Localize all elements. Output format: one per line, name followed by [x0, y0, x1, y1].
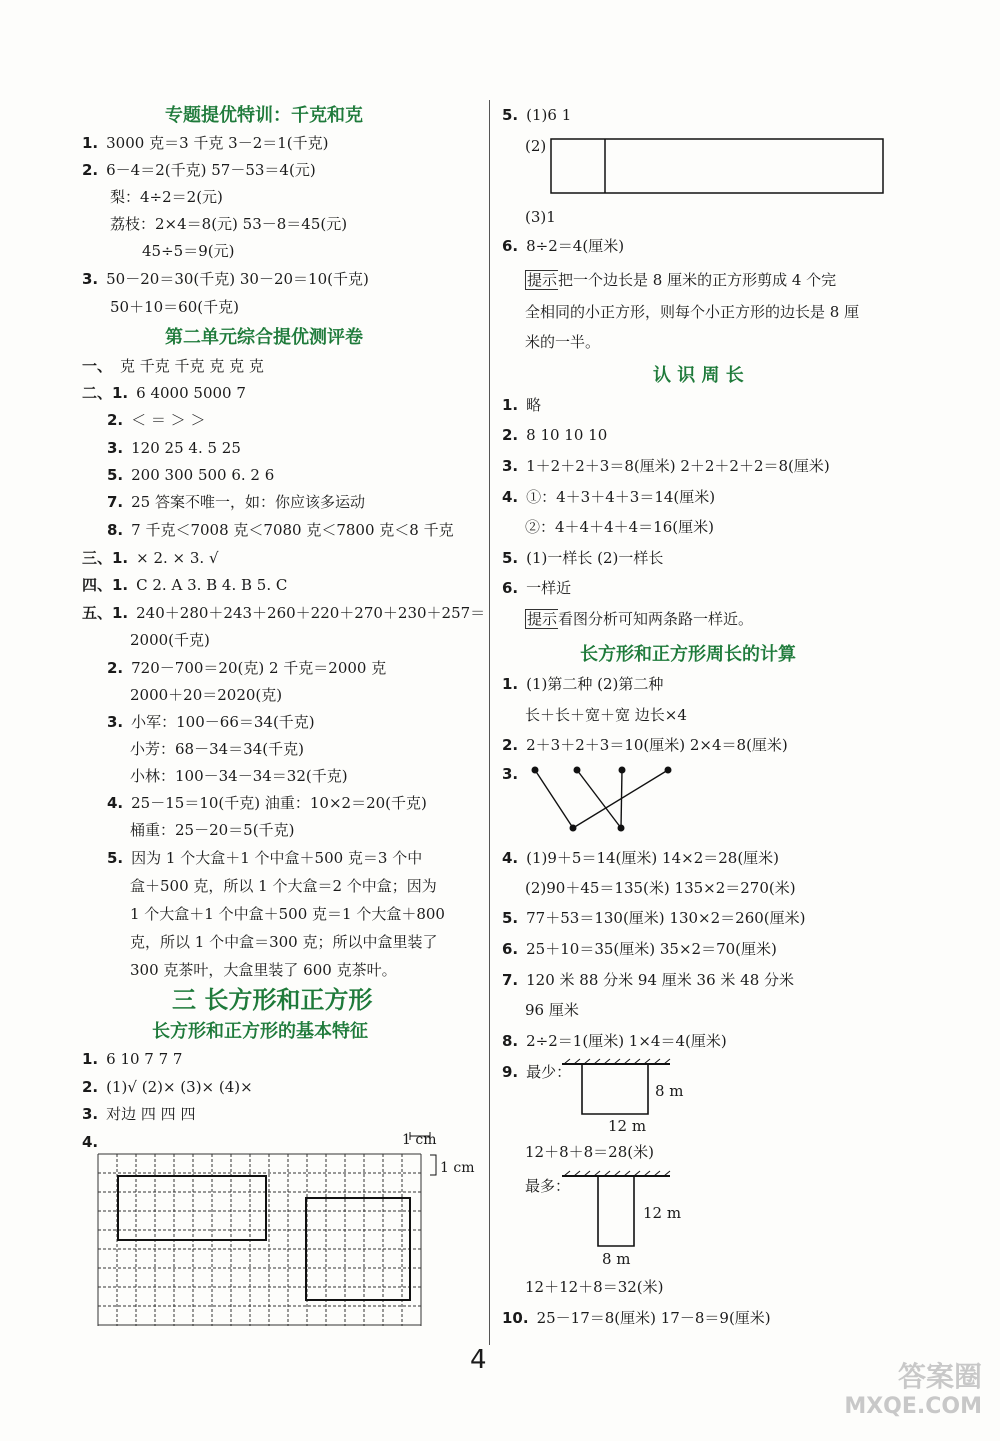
hint-line [525, 270, 836, 290]
answer-line [107, 793, 427, 813]
question-number: 2. [107, 411, 124, 429]
grid-diagram [96, 1128, 486, 1343]
question-number: 4. [82, 1133, 99, 1151]
answer-line [82, 269, 369, 289]
answer-line [107, 438, 241, 458]
answer-text: 桶重：25－20＝5(千克) [130, 821, 295, 839]
column-divider [489, 100, 490, 1345]
answer-text: 对边 四 四 四 [106, 1105, 196, 1123]
answer-line [502, 1308, 771, 1328]
answer-text: 小芳：68－34＝34(千克) [130, 740, 304, 758]
answer-text: 6 10 7 7 7 [106, 1050, 183, 1068]
answer-text: (1)√ (2)× (3)× (4)× [106, 1078, 253, 1096]
answer-text: (1)第二种 (2)第二种 [526, 675, 664, 693]
answer-text: 200 300 500 6. 2 6 [131, 466, 275, 484]
answer-text: (2) [525, 137, 547, 155]
question-number: 10. [502, 1309, 529, 1327]
answer-line [107, 658, 386, 678]
answer-text: 因为 1 个大盒＋1 个中盒＋500 克＝3 个中 [131, 849, 423, 867]
answer-text: 克 千克 千克 克 克 克 [120, 357, 264, 375]
answer-line [82, 575, 287, 595]
answer-text: 50＋10＝60(千克) [110, 298, 239, 316]
answer-text: 25 答案不唯一，如：你应该多运动 [131, 493, 365, 511]
answer-text: (1)9＋5＝14(厘米) 14×2＝28(厘米) [526, 849, 780, 867]
answer-line [82, 383, 246, 403]
answer-line [502, 236, 624, 256]
answer-text: 77＋53＝130(厘米) 130×2＝260(厘米) [526, 909, 806, 927]
question-number: 5. [502, 909, 519, 927]
answer-line [525, 517, 714, 537]
question-number: 2. [502, 426, 519, 444]
answer-line [502, 456, 830, 476]
answer-line [130, 820, 294, 840]
answer-line [130, 766, 348, 786]
question-number: 6. [502, 940, 519, 958]
answer-text: 3000 克＝3 千克 3－2＝1(千克) [106, 134, 329, 152]
question-number: 3. [107, 713, 124, 731]
answer-text: (1)6 1 [526, 106, 572, 124]
answer-text: ＜ ＝ ＞ ＞ [131, 411, 206, 429]
hint-text: 米的一半。 [525, 333, 601, 351]
scale-bracket-side [430, 1155, 436, 1175]
answer-text: 荔枝：2×4＝8(元) 53－8＝45(元) [110, 215, 348, 233]
hint-line [525, 609, 753, 629]
answer-text: 50－20＝30(千克) 30－20＝10(千克) [106, 270, 369, 288]
question-number: 3. [82, 270, 99, 288]
answer-line [110, 214, 347, 234]
question-number: 8. [502, 1032, 519, 1050]
answer-line [502, 578, 571, 598]
answer-text: (2)90＋45＝135(米) 135×2＝270(米) [525, 879, 796, 897]
answer-text: 300 克茶叶，大盒里装了 600 克茶叶。 [130, 961, 397, 979]
answer-line [82, 1104, 195, 1124]
answer-text: 2000＋20＝2020(克) [130, 686, 283, 704]
question-number: 1. [82, 1050, 99, 1068]
match-line [577, 770, 621, 828]
section-title: 专题提优特训：千克和克 [165, 105, 363, 126]
fence-shape [582, 1064, 648, 1114]
answer-line [130, 904, 445, 924]
answer-text: 小林：100－34－34＝32(千克) [130, 767, 348, 785]
answer-text: 25＋10＝35(厘米) 35×2＝70(厘米) [526, 940, 777, 958]
hint-text: 全相同的小正方形，则每个小正方形的边长是 8 厘 [525, 303, 860, 321]
dimension-label: 8 m [655, 1082, 684, 1100]
watermark [844, 1362, 982, 1422]
answer-line [130, 739, 304, 759]
answer-line [142, 241, 234, 261]
answer-text: 略 [526, 396, 542, 414]
answer-text: 25－17＝8(厘米) 17－8＝9(厘米) [536, 1309, 771, 1327]
question-number: 一、 [82, 357, 113, 375]
question-number: 四、1. [82, 576, 129, 594]
question-number: 5. [502, 549, 519, 567]
answer-line [107, 520, 454, 540]
answer-text: 8 10 10 10 [526, 426, 608, 444]
question-number: 4. [502, 488, 519, 506]
question-number: 五、1. [82, 604, 129, 622]
question-number: 2. [82, 1078, 99, 1096]
question-number: 9. [502, 1063, 519, 1081]
hint-tag: 提示 [527, 610, 558, 628]
answer-line [82, 1077, 253, 1097]
question-number: 3. [502, 457, 519, 475]
answer-text: 2÷2＝1(厘米) 1×4＝4(厘米) [526, 1032, 727, 1050]
grid-scale-label: 1 cm [402, 1132, 437, 1148]
answer-text: ②：4＋4＋4＋4＝16(厘米) [525, 518, 714, 536]
answer-line [82, 160, 316, 180]
matching-diagram [520, 760, 720, 840]
answer-text: (3)1 [525, 208, 556, 226]
answer-line [130, 876, 437, 896]
question-number: 3. [502, 765, 519, 783]
answer-line [502, 970, 794, 990]
question-number: 1. [82, 134, 99, 152]
answer-line [502, 395, 541, 415]
dimension-label: 12 m [608, 1117, 647, 1135]
answer-text: 长＋长＋宽＋宽 边长×4 [525, 706, 687, 724]
answer-line [110, 187, 223, 207]
hint-tag: 提示 [527, 271, 558, 289]
section-title: 第二单元综合提优测评卷 [165, 327, 363, 348]
answer-text: 12＋12＋8＝32(米) [525, 1278, 664, 1296]
answer-line [502, 548, 663, 568]
question-number: 7. [107, 493, 124, 511]
question-number: 1. [502, 396, 519, 414]
question-number: 三、1. [82, 549, 129, 567]
answer-text: 6－4＝2(千克) 57－53＝4(元) [106, 161, 316, 179]
answer-text: 最少： [526, 1063, 572, 1081]
answer-text: 6 4000 5000 7 [136, 384, 246, 402]
answer-line [130, 685, 282, 705]
answer-text: ①：4＋3＋4＋3＝14(厘米) [526, 488, 716, 506]
hint-text: 把一个边长是 8 厘米的正方形剪成 4 个完 [558, 271, 837, 289]
answer-line [107, 712, 315, 732]
question-number: 4. [502, 849, 519, 867]
answer-text: 12＋8＋8＝28(米) [525, 1143, 654, 1161]
answer-line [502, 939, 777, 959]
answer-line [502, 487, 715, 507]
question-number: 4. [107, 794, 124, 812]
match-line [535, 770, 573, 828]
question-number: 2. [502, 736, 519, 754]
answer-text: 720－700＝20(克) 2 千克＝2000 克 [131, 659, 387, 677]
answer-text: 7 千克＜7008 克＜7080 克＜7800 克＜8 千克 [131, 521, 454, 539]
answer-line [502, 1031, 727, 1051]
question-number: 5. [502, 106, 519, 124]
answer-text: 盒＋500 克，所以 1 个大盒＝2 个中盒；因为 [130, 877, 437, 895]
answer-line [82, 133, 329, 153]
answer-text: 最多： [525, 1177, 571, 1195]
grid-scale-label: 1 cm [440, 1160, 475, 1176]
answer-line [502, 425, 607, 445]
answer-text: 2＋3＋2＋3＝10(厘米) 2×4＝8(厘米) [526, 736, 788, 754]
question-number: 7. [502, 971, 519, 989]
question-number: 3. [82, 1105, 99, 1123]
answer-line [82, 356, 264, 376]
question-number: 2. [82, 161, 99, 179]
answer-line [82, 603, 485, 623]
page-number: 4 [470, 1345, 487, 1375]
answer-line [107, 465, 274, 485]
question-number: 6. [502, 237, 519, 255]
answer-line [107, 492, 365, 512]
watermark-logo: 答案圈 [897, 1360, 982, 1393]
section-title: 长方形和正方形的基本特征 [152, 1021, 368, 1042]
answer-text: 一样近 [526, 579, 572, 597]
answer-text: C 2. A 3. B 4. B 5. C [136, 576, 288, 594]
strip-rectangle [551, 139, 883, 193]
answer-line [130, 630, 210, 650]
question-number: 5. [107, 466, 124, 484]
fence-shape [598, 1176, 634, 1246]
answer-line [130, 960, 397, 980]
watermark-site: MXQE.COM [844, 1394, 982, 1419]
dimension-label: 8 m [602, 1250, 631, 1268]
answer-line [502, 848, 779, 868]
question-number: 5. [107, 849, 124, 867]
question-number: 二、1. [82, 384, 129, 402]
answer-text: 120 米 88 分米 94 厘米 36 米 48 分米 [526, 971, 795, 989]
answer-text: 120 25 4. 5 25 [131, 439, 241, 457]
section-title: 认 识 周 长 [653, 365, 744, 386]
answer-line [82, 1049, 182, 1069]
answer-text: 小军：100－66＝34(千克) [131, 713, 315, 731]
answer-line [502, 674, 663, 694]
answer-text: (1)一样长 (2)一样长 [526, 549, 664, 567]
answer-text: 1 个大盒＋1 个中盒＋500 克＝1 个大盒＋800 [130, 905, 445, 923]
answer-line [107, 410, 205, 430]
question-number: 3. [107, 439, 124, 457]
answer-text: 克，所以 1 个中盒＝300 克；所以中盒里装了 [130, 933, 438, 951]
question-number: 1. [502, 675, 519, 693]
answer-line [82, 548, 219, 568]
answer-line [502, 735, 788, 755]
dimension-label: 12 m [643, 1204, 682, 1222]
answer-text: 8÷2＝4(厘米) [526, 237, 625, 255]
answer-text: 梨：4÷2＝2(元) [110, 188, 223, 206]
answer-line [502, 105, 571, 125]
chapter-title: 三 长方形和正方形 [172, 986, 373, 1014]
answer-line [130, 932, 437, 952]
hint-text: 看图分析可知两条路一样近。 [558, 610, 754, 628]
answer-text: 96 厘米 [525, 1001, 579, 1019]
question-number: 2. [107, 659, 124, 677]
question-number: 6. [502, 579, 519, 597]
answer-line [107, 848, 422, 868]
answer-line [502, 908, 806, 928]
question-number: 8. [107, 521, 124, 539]
answer-text: 45÷5＝9(元) [142, 242, 235, 260]
answer-text: × 2. × 3. √ [136, 549, 219, 567]
answer-text: 1＋2＋2＋3＝8(厘米) 2＋2＋2＋2＝8(厘米) [526, 457, 830, 475]
strip-diagram [550, 138, 890, 198]
answer-text: 240＋280＋243＋260＋220＋270＋230＋257＝ [136, 604, 486, 622]
answer-text: 25－15＝10(千克) 油重：10×2＝20(千克) [131, 794, 427, 812]
answer-text: 2000(千克) [130, 631, 210, 649]
section-title: 长方形和正方形周长的计算 [580, 644, 796, 665]
answer-line [110, 297, 239, 317]
